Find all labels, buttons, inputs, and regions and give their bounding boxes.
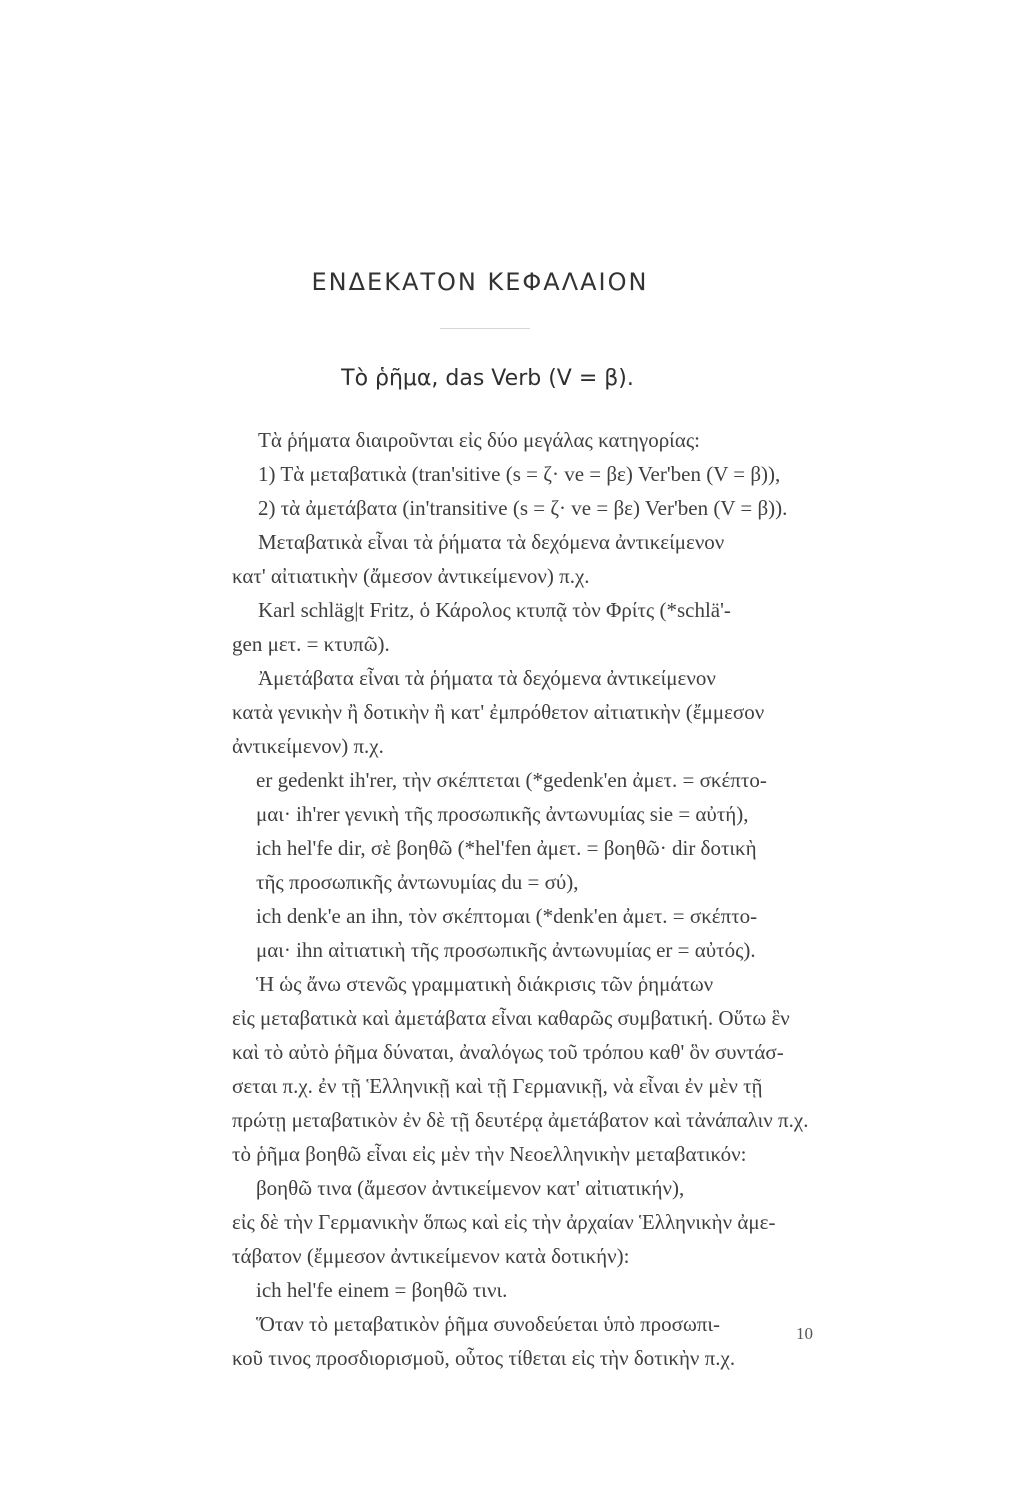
text-line: Ἀμετάβατα εἶναι τὰ ῥήματα τὰ δεχόμενα ἀντικείμενον — [258, 666, 716, 690]
text-line: 1) Τὰ μεταβατικὰ (tran'sitive (s = ζ· ve = βε) Ver'ben (V = β)), — [258, 462, 781, 486]
text-line: er gedenkt ih'rer, τὴν σκέπτεται (*gedenk'en ἀμετ. = σκέπτο- — [256, 768, 767, 792]
text-line: Ὅταν τὸ μεταβατικὸν ῥῆμα συνοδεύεται ὑπὸ προσωπι- — [256, 1312, 721, 1336]
text-line: σεται π.χ. ἐν τῇ Ἑλληνικῇ καὶ τῇ Γερμανικῇ, νὰ εἶναι ἐν μὲν τῇ — [232, 1074, 763, 1098]
text-line: μαι· ih'rer γενικὴ τῆς προσωπικῆς ἀντωνυμίας sie = αὐτή), — [256, 802, 749, 826]
section-title: Τὸ ῥῆμα, das Verb (V = β). — [341, 366, 634, 391]
text-line: εἰς δὲ τὴν Γερμανικὴν ὅπως καὶ εἰς τὴν ἀρχαίαν Ἑλληνικὴν ἀμε- — [232, 1210, 776, 1234]
text-line: εἰς μεταβατικὰ καὶ ἀμετάβατα εἶναι καθαρῶς συμβατική. Οὕτω ἓν — [232, 1006, 790, 1030]
text-line: βοηθῶ τινα (ἄμεσον ἀντικείμενον κατ' αἰτιατικήν), — [256, 1176, 685, 1200]
page-number: 10 — [796, 1324, 813, 1343]
text-line: κατ' αἰτιατικὴν (ἄμεσον ἀντικείμενον) π.χ. — [232, 564, 590, 588]
text-line: 2) τὰ ἀμετάβατα (in'transitive (s = ζ· ve = βε) Ver'ben (V = β)). — [258, 496, 788, 520]
text-line: gen μετ. = κτυπῶ). — [232, 632, 390, 656]
heading-divider — [440, 328, 530, 329]
text-line: Μεταβατικὰ εἶναι τὰ ῥήματα τὰ δεχόμενα ἀντικείμενον — [258, 530, 725, 554]
text-line: κατὰ γενικὴν ἢ δοτικὴν ἢ κατ' ἐμπρόθετον αἰτιατικὴν (ἔμμεσον — [232, 700, 765, 724]
text-line: ich hel'fe dir, σὲ βοηθῶ (*hel'fen ἀμετ. = βοηθῶ· dir δοτικὴ — [256, 836, 757, 860]
text-line: τὸ ῥῆμα βοηθῶ εἶναι εἰς μὲν τὴν Νεοελληνικὴν μεταβατικόν: — [232, 1142, 747, 1166]
text-line: Τὰ ῥήματα διαιροῦνται εἰς δύο μεγάλας κατηγορίας: — [258, 428, 700, 452]
text-line: καὶ τὸ αὐτὸ ῥῆμα δύναται, ἀναλόγως τοῦ τρόπου καθ' ὃν συντάσ- — [232, 1040, 784, 1064]
chapter-heading: ΕΝΔΕΚΑΤΟΝ ΚΕΦΑΛΑΙΟΝ — [311, 268, 649, 296]
text-line: πρώτῃ μεταβατικὸν ἐν δὲ τῇ δευτέρᾳ ἀμετάβατον καὶ τἀνάπαλιν π.χ. — [232, 1108, 809, 1132]
text-line: τῆς προσωπικῆς ἀντωνυμίας du = σύ), — [256, 870, 579, 894]
text-line: Karl schläg|t Fritz, ὁ Κάρολος κτυπᾷ τὸν Φρίτς (*schlä'- — [258, 598, 731, 622]
text-line: ἀντικείμενον) π.χ. — [232, 734, 384, 758]
text-line: μαι· ihn αἰτιατικὴ τῆς προσωπικῆς ἀντωνυμίας er = αὐτός). — [256, 938, 756, 962]
text-line: ich hel'fe einem = βοηθῶ τινι. — [256, 1278, 508, 1302]
text-line: κοῦ τινος προσδιορισμοῦ, οὗτος τίθεται εἰς τὴν δοτικὴν π.χ. — [232, 1346, 736, 1370]
text-line: Ἡ ὡς ἄνω στενῶς γραμματικὴ διάκρισις τῶν ῥημάτων — [256, 972, 714, 996]
text-line: ich denk'e an ihn, τὸν σκέπτομαι (*denk'en ἀμετ. = σκέπτο- — [256, 904, 758, 928]
text-line: τάβατον (ἔμμεσον ἀντικείμενον κατὰ δοτικήν): — [232, 1244, 630, 1268]
